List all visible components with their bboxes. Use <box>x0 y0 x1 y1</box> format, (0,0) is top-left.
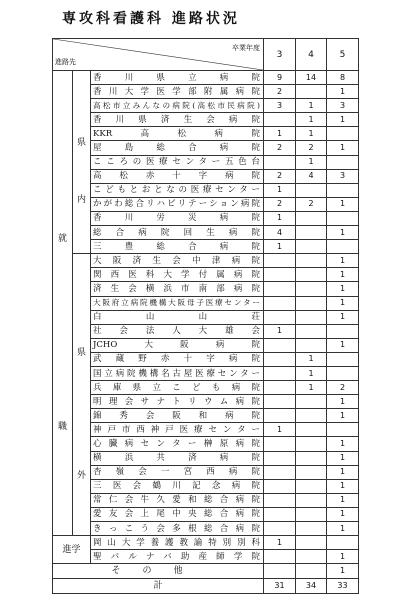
group-label: 県 <box>76 347 86 358</box>
destination-name: 香川大学医学部附属病院 <box>91 85 264 99</box>
destination-name: 屋島総合病院 <box>91 141 264 155</box>
count-cell <box>264 338 296 352</box>
count-cell <box>264 550 296 564</box>
count-cell: 9 <box>264 71 296 85</box>
count-cell: 1 <box>327 409 359 423</box>
table-row <box>53 141 359 155</box>
table-row <box>53 522 359 536</box>
destination-name: 横浜共済病院 <box>91 451 264 465</box>
destination-name: 大阪府立病院機構大阪母子医療センター <box>91 296 264 310</box>
table-row <box>53 493 359 507</box>
group-label: 外 <box>76 470 86 481</box>
destination-name: 総合病院回生病院 <box>91 226 264 240</box>
spacer <box>53 173 72 233</box>
spacer <box>53 246 72 421</box>
destination-name: 国立病院機構名古屋医療センター <box>91 366 264 380</box>
destination-name: きっこう会多根総合病院 <box>91 522 264 536</box>
count-cell: 1 <box>327 85 359 99</box>
table-row <box>53 451 359 465</box>
total-label: 計 <box>53 579 264 594</box>
destination-name: こどもとおとなの医療センター <box>91 183 264 197</box>
table-row <box>53 423 359 437</box>
count-cell <box>327 324 359 338</box>
total-count: 33 <box>327 579 359 594</box>
destination-name: 香川県立病院 <box>91 71 264 85</box>
count-cell <box>296 183 327 197</box>
table-row <box>53 352 359 366</box>
destination-name: 大阪済生会中津病院 <box>91 254 264 268</box>
group-label: 内 <box>76 195 86 206</box>
spacer <box>73 117 90 137</box>
count-cell <box>296 451 327 465</box>
count-cell <box>296 254 327 268</box>
count-cell: 1 <box>264 211 296 225</box>
destination-name: KKR高松病院 <box>91 127 264 141</box>
count-cell <box>327 183 359 197</box>
total-row <box>53 579 359 594</box>
count-cell <box>264 479 296 493</box>
count-cell: 2 <box>264 169 296 183</box>
count-cell: 1 <box>327 395 359 409</box>
count-cell: 2 <box>296 197 327 211</box>
table-row <box>53 113 359 127</box>
count-cell <box>264 437 296 451</box>
year-header-3: 3 <box>264 39 296 71</box>
count-cell: 1 <box>296 381 327 395</box>
page-title: 専攻科看護科 進路状況 <box>62 11 240 27</box>
destination-name: 常仁会牛久愛和総合病院 <box>91 493 264 507</box>
group-label: 就 <box>57 233 67 244</box>
destination-name: 香川労災病院 <box>91 211 264 225</box>
count-cell <box>327 423 359 437</box>
group-label-cell <box>53 71 73 536</box>
count-cell <box>264 113 296 127</box>
table-row <box>53 507 359 521</box>
destination-name: 心臓病センター榊原病院 <box>91 437 264 451</box>
destination-name: かがわ総合リハビリテーション病院 <box>91 197 264 211</box>
table-row <box>53 71 359 85</box>
count-cell: 2 <box>264 85 296 99</box>
count-cell <box>296 522 327 536</box>
header-row <box>53 39 359 71</box>
count-cell <box>296 282 327 296</box>
count-cell <box>327 127 359 141</box>
count-cell: 1 <box>327 479 359 493</box>
year-header-4: 4 <box>296 39 327 71</box>
count-cell <box>296 211 327 225</box>
count-cell <box>296 324 327 338</box>
table-row <box>53 381 359 395</box>
table-row <box>53 240 359 254</box>
count-cell: 1 <box>327 310 359 324</box>
count-cell <box>296 465 327 479</box>
destination-name: 錦秀会阪和病院 <box>91 409 264 423</box>
count-cell <box>327 211 359 225</box>
destination-name: 済生会横浜市南部病院 <box>91 282 264 296</box>
count-cell <box>264 296 296 310</box>
count-cell: 1 <box>296 155 327 169</box>
count-cell: 1 <box>264 536 296 550</box>
table-row <box>53 169 359 183</box>
table-row <box>53 536 359 550</box>
count-cell <box>264 366 296 380</box>
count-cell: 14 <box>296 71 327 85</box>
other-row <box>53 564 359 579</box>
count-cell: 3 <box>327 99 359 113</box>
count-cell: 1 <box>327 507 359 521</box>
group-label-cell <box>73 254 91 536</box>
count-cell: 1 <box>296 99 327 113</box>
total-count: 31 <box>264 579 296 594</box>
table-row <box>53 155 359 169</box>
count-cell <box>327 352 359 366</box>
count-cell <box>296 536 327 550</box>
table-row <box>53 296 359 310</box>
count-cell <box>327 536 359 550</box>
count-cell <box>264 310 296 324</box>
count-cell: 1 <box>264 183 296 197</box>
count-cell <box>264 409 296 423</box>
count-cell: 1 <box>327 268 359 282</box>
table-row <box>53 183 359 197</box>
destination-name: 杏嶺会一宮西病院 <box>91 465 264 479</box>
table-row <box>53 366 359 380</box>
table-row <box>53 85 359 99</box>
count-cell <box>264 451 296 465</box>
table-row <box>53 395 359 409</box>
table-row <box>53 310 359 324</box>
count-cell <box>327 366 359 380</box>
table-row <box>53 550 359 564</box>
table-row <box>53 338 359 352</box>
count-cell: 4 <box>264 226 296 240</box>
table-row <box>53 127 359 141</box>
destination-name: 高松赤十字病院 <box>91 169 264 183</box>
count-cell: 1 <box>296 366 327 380</box>
other-count <box>264 564 296 579</box>
count-cell <box>296 423 327 437</box>
table-row <box>53 197 359 211</box>
group-label-shingaku: 進学 <box>53 536 91 564</box>
count-cell <box>296 338 327 352</box>
count-cell <box>264 507 296 521</box>
count-cell: 1 <box>327 254 359 268</box>
count-cell <box>296 226 327 240</box>
count-cell <box>296 296 327 310</box>
destination-name: 明理会サナトリウム病院 <box>91 395 264 409</box>
other-count: 1 <box>327 564 359 579</box>
count-cell: 1 <box>327 282 359 296</box>
count-cell: 1 <box>264 324 296 338</box>
spacer <box>73 150 90 194</box>
count-cell <box>296 310 327 324</box>
count-cell: 1 <box>327 451 359 465</box>
destination-name: 神戸市西神戸医療センター <box>91 423 264 437</box>
count-cell <box>296 479 327 493</box>
count-cell <box>296 493 327 507</box>
count-cell: 3 <box>327 169 359 183</box>
destination-name: 三医会鶴川記念病院 <box>91 479 264 493</box>
count-cell: 1 <box>327 197 359 211</box>
table-row <box>53 282 359 296</box>
header-year-label: 卒業年度 <box>232 44 261 52</box>
count-cell <box>296 409 327 423</box>
table-row <box>53 324 359 338</box>
header-dest-label: 進路先 <box>55 58 76 66</box>
count-cell <box>296 550 327 564</box>
count-cell: 1 <box>264 127 296 141</box>
year-header-5: 5 <box>327 39 359 71</box>
table-row <box>53 437 359 451</box>
table-row <box>53 465 359 479</box>
destination-name: 愛友会上尾中央総合病院 <box>91 507 264 521</box>
destination-name: 香川県済生会病院 <box>91 113 264 127</box>
count-cell <box>264 395 296 409</box>
spacer <box>73 307 90 347</box>
table-row <box>53 226 359 240</box>
destination-name: 白山山荘 <box>91 310 264 324</box>
table-row <box>53 409 359 423</box>
destination-name: こころの医療センター五色台 <box>91 155 264 169</box>
destination-name: 高松市立みんなの病院(高松市民病院) <box>91 99 264 113</box>
header-corner-cell <box>53 39 264 71</box>
count-cell: 1 <box>296 113 327 127</box>
destination-name: 岡山大学養護教諭特別別科 <box>91 536 264 550</box>
count-cell <box>327 155 359 169</box>
destination-name: 関西医科大学付属病院 <box>91 268 264 282</box>
count-cell: 1 <box>327 141 359 155</box>
destination-name: JCHO大阪病院 <box>91 338 264 352</box>
other-count <box>296 564 327 579</box>
count-cell <box>296 395 327 409</box>
count-cell: 1 <box>327 296 359 310</box>
table-row <box>53 479 359 493</box>
group-label: 県 <box>76 138 86 149</box>
count-cell <box>264 254 296 268</box>
count-cell <box>296 507 327 521</box>
total-count: 34 <box>296 579 327 594</box>
table-row <box>53 211 359 225</box>
destination-name: 社会法人大雄会 <box>91 324 264 338</box>
count-cell: 4 <box>296 169 327 183</box>
count-cell <box>296 85 327 99</box>
count-cell: 2 <box>264 197 296 211</box>
count-cell <box>296 437 327 451</box>
count-cell: 2 <box>264 141 296 155</box>
destination-name: 武蔵野赤十字病院 <box>91 352 264 366</box>
count-cell <box>264 522 296 536</box>
count-cell: 1 <box>264 423 296 437</box>
count-cell: 1 <box>327 522 359 536</box>
spacer <box>73 360 90 470</box>
count-cell: 8 <box>327 71 359 85</box>
count-cell: 1 <box>327 437 359 451</box>
count-cell: 3 <box>264 99 296 113</box>
table-row <box>53 99 359 113</box>
count-cell <box>264 352 296 366</box>
count-cell: 1 <box>327 493 359 507</box>
count-cell <box>296 240 327 254</box>
count-cell <box>327 240 359 254</box>
table-row <box>53 254 359 268</box>
count-cell <box>264 381 296 395</box>
count-cell: 1 <box>327 226 359 240</box>
count-cell: 1 <box>296 352 327 366</box>
count-cell: 1 <box>296 127 327 141</box>
group-label: 職 <box>57 421 67 432</box>
destination-name: 聖バルナバ助産師学院 <box>91 550 264 564</box>
count-cell: 2 <box>327 381 359 395</box>
count-cell: 1 <box>327 338 359 352</box>
group-label-cell <box>73 71 91 254</box>
count-cell: 1 <box>327 550 359 564</box>
career-table <box>52 38 359 594</box>
other-label: その他 <box>53 564 264 579</box>
count-cell <box>264 268 296 282</box>
count-cell <box>264 155 296 169</box>
count-cell: 1 <box>264 240 296 254</box>
destination-name: 三豊総合病院 <box>91 240 264 254</box>
count-cell <box>264 282 296 296</box>
table-row <box>53 268 359 282</box>
count-cell <box>264 465 296 479</box>
count-cell <box>296 268 327 282</box>
destination-name: 兵庫県立こども病院 <box>91 381 264 395</box>
count-cell: 2 <box>296 141 327 155</box>
count-cell: 1 <box>327 113 359 127</box>
count-cell <box>264 493 296 507</box>
count-cell: 1 <box>327 465 359 479</box>
